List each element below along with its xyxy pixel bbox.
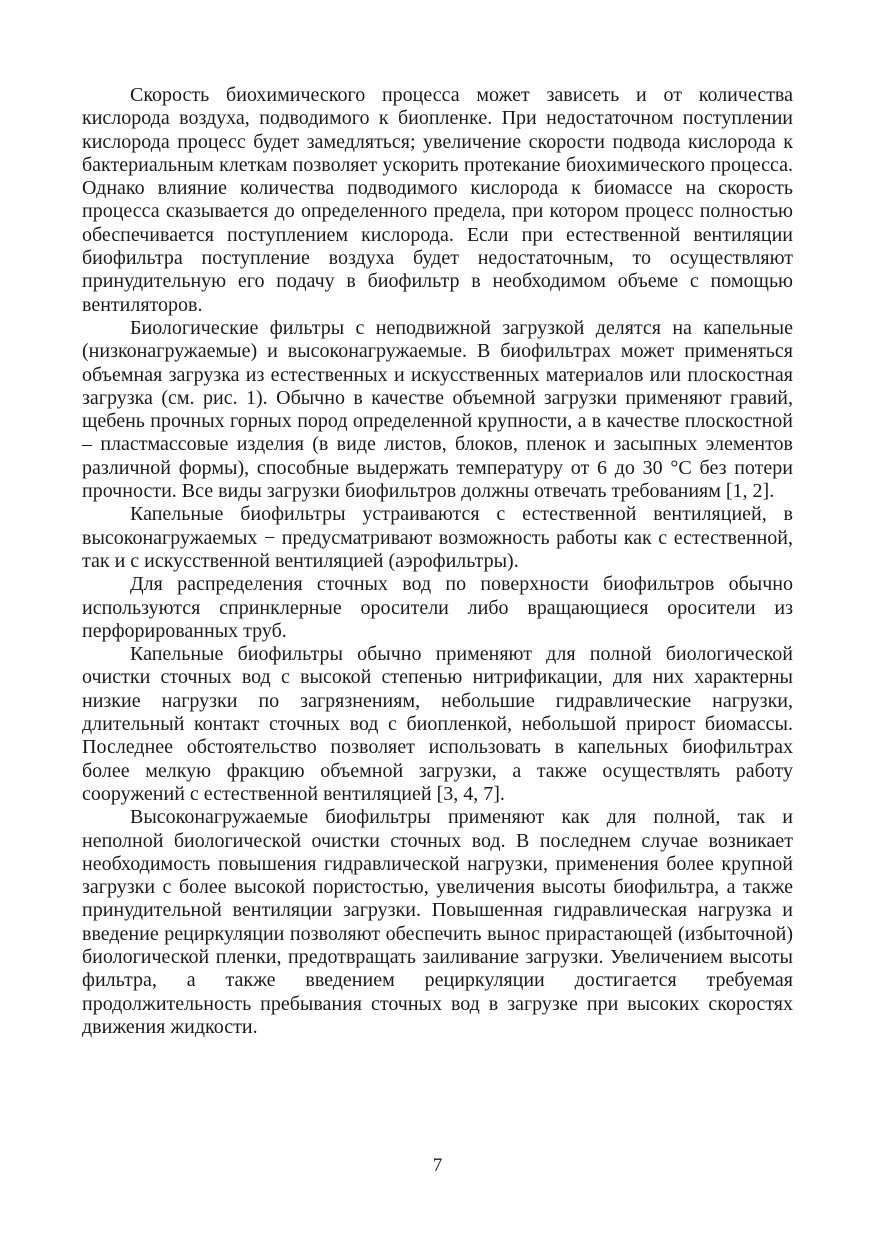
paragraph-filter-types: Биологические фильтры с неподвижной загрузкой делятся на капельные (низконагружаемые) и высоконагружаемые. В биофильтрах может применяться объемная загрузка из естественных и искусственных материалов или плоскостная загрузка (см. рис. 1). Обычно в качестве объемной загрузки применяют гравий, щебень прочных горных пород определенной крупности, а в качестве плоскостной – пластмассовые изделия (в виде листов, блоков, пленок и засыпных элементов различной формы), способные выдержать температуру от 6 до 30 °С без потери прочности. Все виды загрузки биофильтров должны отвечать требованиям [1, 2]. xyxy=(82,316,793,503)
body-text xyxy=(82,84,793,1039)
paragraph-oxygen-supply: Скорость биохимического процесса может зависеть и от количества кислорода воздуха, подводимого к биопленке. При недостаточном поступлении кислорода процесс будет замедляться; увеличение скорости подвода кислорода к бактериальным клеткам позволяет ускорить протекание биохимического процесса. Однако влияние количества подводимого кислорода к биомассе на скорость процесса сказывается до определенного предела, при котором процесс полностью обеспечивается поступлением кислорода. Если при естественной вентиляции биофильтра поступление воздуха будет недостаточным, то осуществляют принудительную его подачу в биофильтр в необходимом объеме с помощью вентиляторов. xyxy=(82,84,793,316)
paragraph-ventilation: Капельные биофильтры устраиваются с естественной вентиляцией, в высоконагружаемых − предусматривают возможность работы как с естественной, так и с искусственной вентиляцией (аэрофильтры). xyxy=(82,503,793,572)
page-number: 7 xyxy=(432,1155,443,1176)
paragraph-water-distribution: Для распределения сточных вод по поверхности биофильтров обычно используются спринклерные оросители либо вращающиеся оросители из перфорированных труб. xyxy=(82,573,793,642)
paragraph-trickling-filters: Капельные биофильтры обычно применяют для полной биологической очистки сточных вод с высокой степенью нитрификации, для них характерны низкие нагрузки по загрязнениям, небольшие гидравлические нагрузки, длительный контакт сточных вод с биопленкой, небольшой прирост биомассы. Последнее обстоятельство позволяет использовать в капельных биофильтрах более мелкую фракцию объемной загрузки, а также осуществлять работу сооружений с естественной вентиляцией [3, 4, 7]. xyxy=(82,643,793,805)
paragraph-high-rate-filters: Высоконагружаемые биофильтры применяют как для полной, так и неполной биологической очистки сточных вод. В последнем случае возникает необходимость повышения гидравлической нагрузки, применения более крупной загрузки с более высокой пористостью, увеличения высоты биофильтра, а также принудительной вентиляции загрузки. Повышенная гидравлическая нагрузка и введение рециркуляции позволяют обеспечить вынос прирастающей (избыточной) биологической пленки, предотвращать заиливание загрузки. Увеличением высоты фильтра, а также введением рециркуляции достигается требуемая продолжительность пребывания сточных вод в загрузке при высоких скоростях движения жидкости. xyxy=(82,806,793,1038)
